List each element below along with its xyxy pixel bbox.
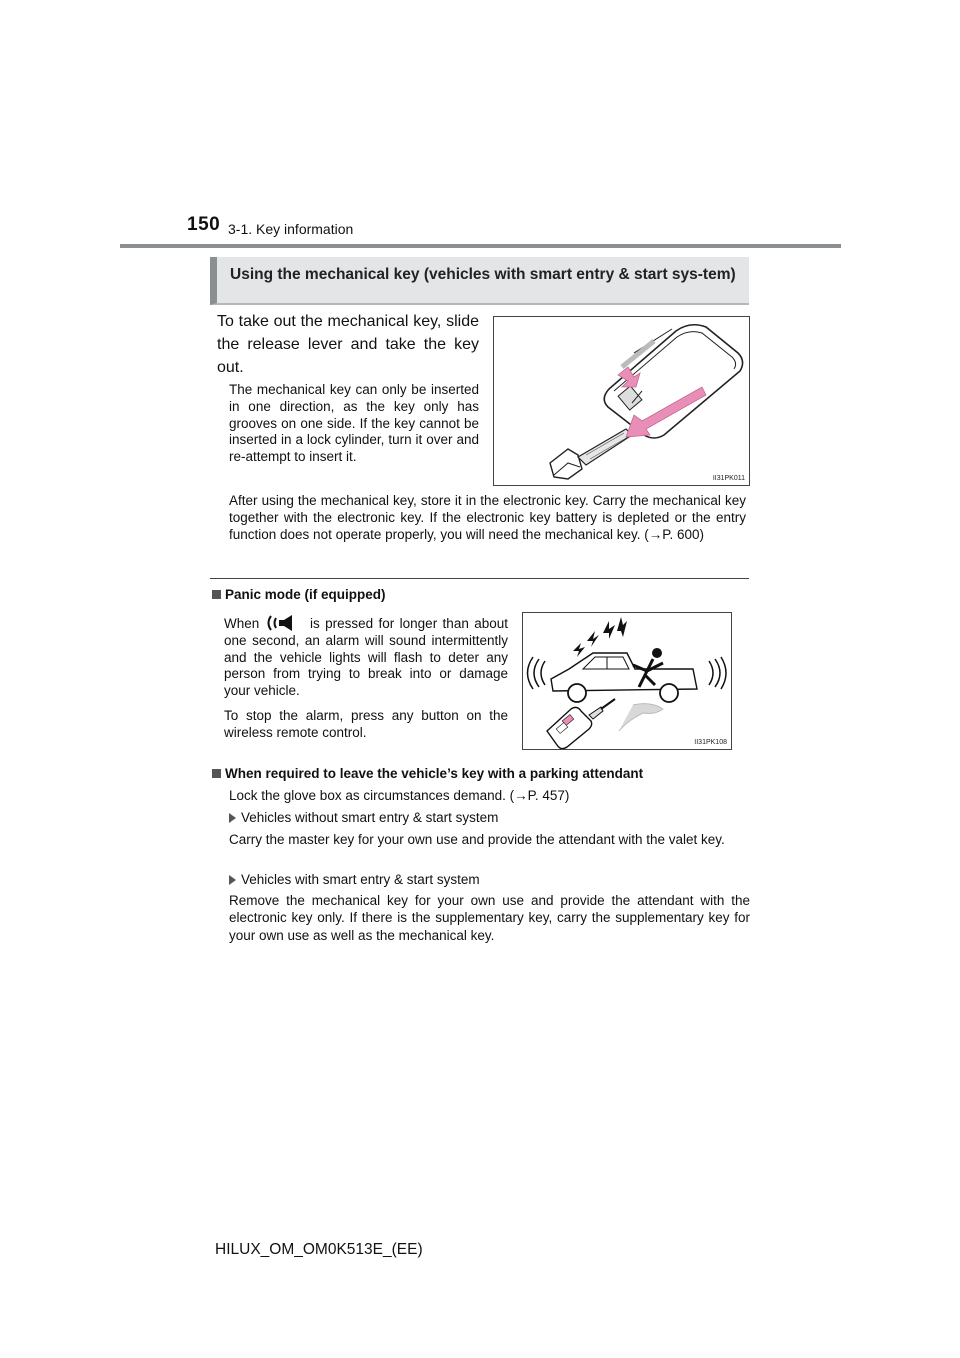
- header-rule: [120, 244, 841, 248]
- panic-text-before: When: [224, 616, 260, 631]
- parking-heading: [212, 766, 643, 781]
- truck-alarm-illustration: [523, 613, 731, 749]
- triangle-bullet-icon: [229, 875, 236, 885]
- section-heading: [210, 257, 749, 305]
- with-smart-entry-text: Remove the mechanical key for your own use and provide the attendant with the electronic key only. If there is the supplementary key, carry the supplementary key for your own use as well as the mechanical key.: [229, 893, 750, 943]
- note-key-direction: The mechanical key can only be inserted in one direction, as the key only has grooves on one side. If the key cannot be inserted in a lock cylinder, turn it over and re-attempt to insert it.: [229, 382, 479, 465]
- panic-alarm-figure: [522, 612, 732, 750]
- without-smart-entry-item: [229, 809, 750, 826]
- square-bullet-icon: [212, 590, 221, 599]
- panic-description: [224, 614, 508, 700]
- page-number: 150: [187, 214, 221, 235]
- mechanical-key-figure: [493, 316, 750, 486]
- figure-code: II31PK011: [712, 475, 745, 482]
- intro-text: To take out the mechanical key, slide the release lever and take the key out.: [217, 313, 479, 376]
- figure-code: II31PK108: [694, 739, 727, 746]
- section-label: 3-1. Key information: [228, 221, 354, 237]
- panic-heading: [212, 587, 386, 602]
- with-smart-entry-label: Vehicles with smart entry & start system: [241, 872, 480, 887]
- parking-heading-text: When required to leave the vehicle’s key with a parking attendant: [225, 766, 644, 781]
- divider: [210, 578, 749, 579]
- glove-box-text: Lock the glove box as circumstances demand. (→P. 457): [229, 788, 570, 803]
- panic-button-icon: [265, 614, 305, 632]
- note-store-key: After using the mechanical key, store it in the electronic key. Carry the mechanical key together with the electronic key. If the electronic key battery is depleted or the entry function does not operate properly, you will need the mechanical key. (→P. 600): [229, 493, 746, 543]
- panic-heading-text: Panic mode (if equipped): [225, 587, 386, 602]
- footer-doc-id: HILUX_OM_OM0K513E_(EE): [215, 1241, 423, 1258]
- panic-stop-text: To stop the alarm, press any button on the wireless remote control.: [224, 708, 508, 740]
- triangle-bullet-icon: [229, 813, 236, 823]
- section-heading-text: Using the mechanical key (vehicles with smart entry & start sys-tem): [230, 266, 736, 283]
- without-smart-entry-label: Vehicles without smart entry & start system: [241, 810, 499, 825]
- with-smart-entry-item: [229, 871, 750, 888]
- square-bullet-icon: [212, 769, 221, 778]
- panic-text-after: is pressed for longer than about one second, an alarm will sound intermittently and the vehicle lights will flash to deter any person from trying to break into or damage your vehicle.: [224, 616, 508, 699]
- key-fob-illustration: [494, 317, 749, 485]
- without-smart-entry-text: Carry the master key for your own use and provide the attendant with the valet key.: [229, 832, 725, 847]
